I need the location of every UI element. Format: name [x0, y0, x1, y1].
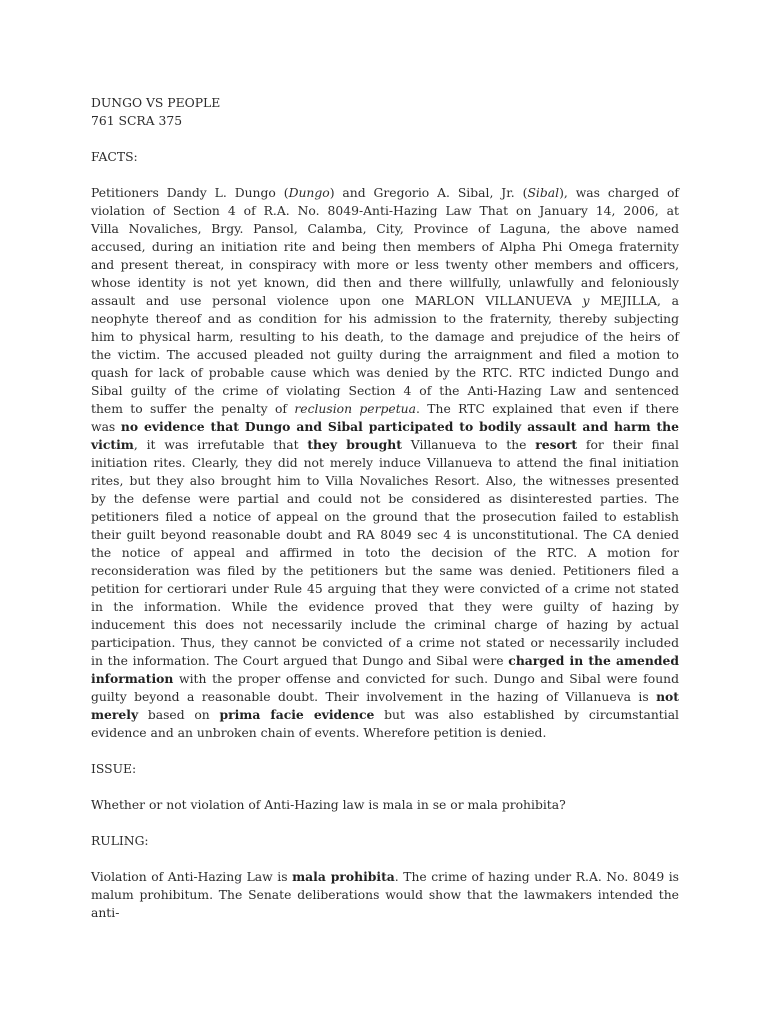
facts-line: him to physical harm, resulting to his death, to the damage and prejudice of the heirs of — [91, 330, 679, 344]
facts-line: by the defense were partial and could not be considered as disinterested parties. The — [91, 492, 679, 506]
facts-line: their guilt beyond reasonable doubt and RA 8049 sec 4 is unconstitutional. The CA denied — [91, 528, 679, 542]
ruling-line: Violation of Anti-Hazing Law is mala prohibita. The crime of hazing under R.A. No. 8049 is — [91, 869, 679, 884]
facts-line: reconsideration was filed by the petitioners but the same was denied. Petitioners filed a — [91, 564, 679, 578]
facts-line: neophyte thereof and as condition for his admission to the fraternity, thereby subjecting — [91, 312, 679, 326]
facts-line: quash for lack of probable cause which was denied by the RTC. RTC indicted Dungo and — [91, 366, 679, 380]
facts-line: assault and use personal violence upon one MARLON VILLANUEVA y MEJILLA, a — [91, 294, 679, 308]
facts-line: guilty beyond a reasonable doubt. Their involvement in the hazing of Villanueva is not — [91, 689, 679, 704]
facts-heading: FACTS: — [91, 150, 138, 164]
ruling-line: malum prohibitum. The Senate deliberations would show that the lawmakers intended the anti- — [91, 888, 679, 920]
facts-line: Petitioners Dandy L. Dungo (Dungo) and Gregorio A. Sibal, Jr. (Sibal), was charged of — [91, 186, 679, 200]
facts-line: in the information. The Court argued that Dungo and Sibal were charged in the amended — [91, 653, 679, 668]
document-page — [91, 94, 679, 922]
case-citation: 761 SCRA 375 — [91, 114, 183, 128]
facts-paragraph — [91, 184, 679, 742]
facts-line: the victim. The accused pleaded not guilty during the arraignment and filed a motion to — [91, 348, 679, 362]
facts-line: them to suffer the penalty of reclusion perpetua. The RTC explained that even if there — [91, 402, 679, 416]
facts-line: Villa Novaliches, Brgy. Pansol, Calamba, City, Province of Laguna, the above named — [91, 222, 679, 236]
ruling-heading: RULING: — [91, 834, 149, 848]
facts-line: petitioners filed a notice of appeal on the ground that the prosecution failed to establish — [91, 510, 679, 524]
facts-line: evidence and an unbroken chain of events. Wherefore petition is denied. — [91, 726, 547, 740]
facts-line: rites, but they also brought him to Villa Novaliches Resort. Also, the witnesses presented — [91, 474, 679, 488]
facts-line: in the information. While the evidence proved that they were guilty of hazing by — [91, 600, 679, 614]
facts-line: the notice of appeal and affirmed in toto the decision of the RTC. A motion for — [91, 546, 679, 560]
facts-line: merely based on prima facie evidence but was also established by circumstantial — [91, 707, 680, 722]
facts-line: participation. Thus, they cannot be convicted of a crime not stated or necessarily included — [91, 636, 679, 650]
facts-line: information with the proper offense and convicted for such. Dungo and Sibal were found — [91, 671, 679, 686]
issue-heading: ISSUE: — [91, 762, 137, 776]
facts-line: was no evidence that Dungo and Sibal participated to bodily assault and harm the — [91, 419, 680, 434]
facts-line: accused, during an initiation rite and being then members of Alpha Phi Omega fraternity — [91, 240, 679, 254]
facts-line: Sibal guilty of the crime of violating Section 4 of the Anti-Hazing Law and sentenced — [91, 384, 679, 398]
facts-line: and present thereat, in conspiracy with more or less twenty other members and officers, — [91, 258, 679, 272]
ruling-paragraph — [91, 868, 679, 922]
facts-line: petition for certiorari under Rule 45 arguing that they were convicted of a crime not stated — [91, 582, 679, 596]
case-title: DUNGO VS PEOPLE — [91, 96, 221, 110]
facts-line: inducement this does not necessarily include the criminal charge of hazing by actual — [91, 618, 679, 632]
issue-text: Whether or not violation of Anti-Hazing law is mala in se or mala prohibita? — [91, 798, 566, 812]
facts-line: victim, it was irrefutable that they brought Villanueva to the resort for their final — [91, 437, 679, 452]
facts-line: violation of Section 4 of R.A. No. 8049-Anti-Hazing Law That on January 14, 2006, at — [91, 204, 679, 218]
facts-line: whose identity is not yet known, did then and there willfully, unlawfully and feloniously — [91, 276, 679, 290]
facts-line: initiation rites. Clearly, they did not merely induce Villanueva to attend the final initiation — [91, 456, 679, 470]
